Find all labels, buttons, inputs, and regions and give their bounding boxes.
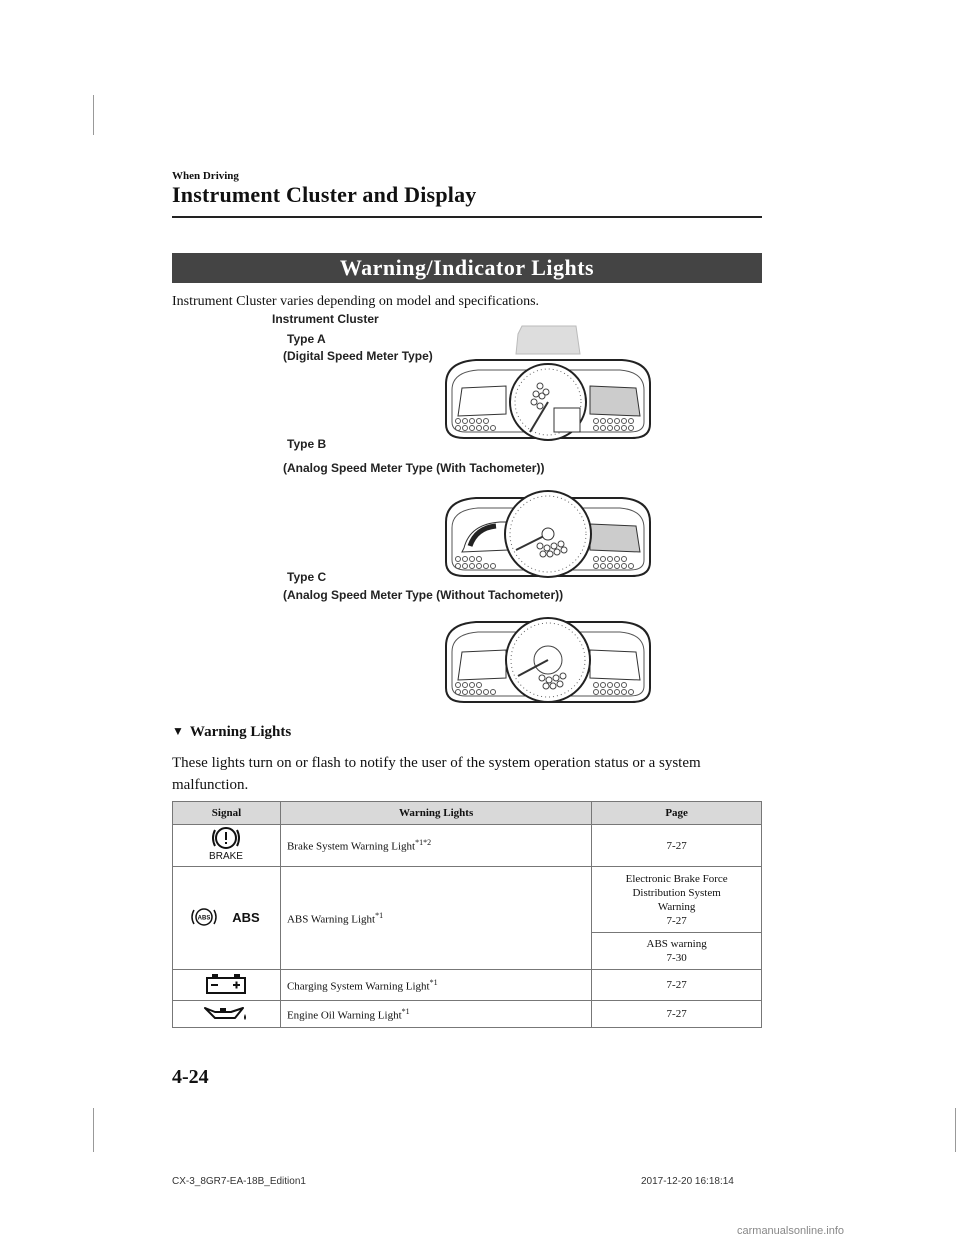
type-b-desc: (Analog Speed Meter Type (With Tachometer))	[283, 461, 545, 475]
watermark: carmanualsonline.info	[737, 1225, 845, 1237]
crop-mark	[93, 1108, 94, 1152]
page-ref: Electronic Brake Force Distribution System Warning 7-27	[592, 867, 762, 933]
warning-light-name: ABS Warning Light$^{*1}$	[280, 867, 591, 970]
abs-icon-small-label: ABS	[198, 915, 211, 921]
page-number: 4-24	[172, 1066, 209, 1088]
intro-text: Instrument Cluster varies depending on model and specifications.	[172, 294, 540, 309]
page-title: Instrument Cluster and Display	[172, 182, 477, 207]
type-a-label: Type A	[287, 332, 326, 346]
warning-light-name: Charging System Warning Light$^{*1}$	[280, 970, 591, 1001]
type-c-label: Type C	[287, 570, 327, 584]
crop-mark	[955, 1108, 956, 1152]
type-b-label: Type B	[287, 437, 327, 451]
warning-lights-table	[172, 801, 762, 1028]
cluster-type-c-illustration	[436, 612, 660, 706]
column-header: Page	[592, 802, 762, 825]
table-row	[173, 970, 762, 1001]
signal-cell	[173, 1001, 281, 1028]
warning-lights-heading: ▼ Warning Lights	[172, 724, 292, 740]
type-a-desc: (Digital Speed Meter Type)	[283, 349, 433, 363]
table-row	[173, 867, 762, 933]
oil-can-icon	[201, 1004, 251, 1022]
cluster-type-a-illustration	[436, 324, 660, 442]
abs-warning-icon	[184, 905, 268, 929]
section-banner: Warning/Indicator Lights	[172, 253, 762, 283]
footer-timestamp: 2017-12-20 16:18:14	[641, 1176, 734, 1187]
brake-warning-icon	[206, 826, 246, 862]
type-c-desc: (Analog Speed Meter Type (Without Tachometer))	[283, 588, 564, 602]
figure-label: Instrument Cluster	[272, 312, 379, 326]
column-header: Signal	[173, 802, 281, 825]
title-rule	[172, 216, 762, 218]
warning-light-name: Engine Oil Warning Light$^{*1}$	[280, 1001, 591, 1028]
page-ref: 7-27	[592, 970, 762, 1001]
warning-light-name: Brake System Warning Light$^{*1*2}$	[280, 825, 591, 867]
table-header-row	[173, 802, 762, 825]
warning-lights-description: These lights turn on or flash to notify the user of the system operation status or a system malfunction.	[172, 755, 701, 793]
column-header: Warning Lights	[280, 802, 591, 825]
crop-mark	[93, 95, 94, 135]
cluster-type-b-illustration	[436, 488, 660, 580]
brake-icon-label: BRAKE	[209, 851, 244, 862]
table-row	[173, 825, 762, 867]
signal-cell	[173, 867, 281, 970]
triangle-down-icon: ▼	[172, 724, 184, 738]
table-row	[173, 1001, 762, 1028]
page-ref: ABS warning 7-30	[592, 933, 762, 970]
page-ref: 7-27	[592, 825, 762, 867]
abs-icon-label: ABS	[232, 909, 261, 925]
battery-icon	[205, 973, 247, 995]
section-label: When Driving	[172, 170, 239, 182]
signal-cell	[173, 825, 281, 867]
footer-doc-id: CX-3_8GR7-EA-18B_Edition1	[172, 1176, 306, 1187]
signal-cell	[173, 970, 281, 1001]
page-ref: 7-27	[592, 1001, 762, 1028]
